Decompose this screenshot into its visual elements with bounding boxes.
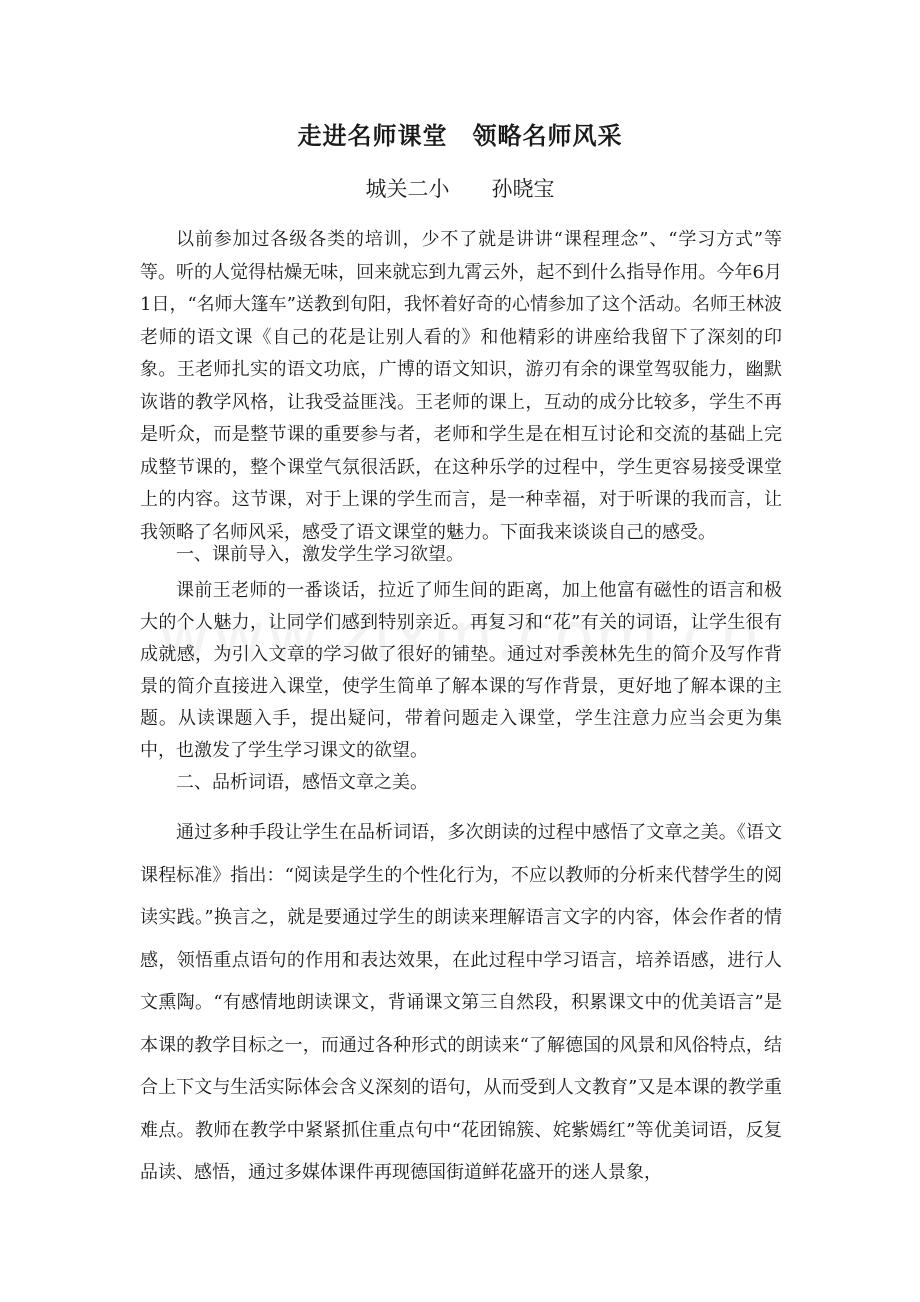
author-line: 城关二小 孙晓宝: [365, 177, 555, 201]
document-title: 走进名师课堂 领略名师风采: [297, 121, 623, 150]
body-paragraph-section-2: 通过多种手段让学生在品析词语，多次朗读的过程中感悟了文章之美。《语文课程标准》指出：“阅读是学生的个性化行为，不应以教师的分析来代替学生的阅读实践。”换言之，就是要通过学生的朗读来理解语言文字的内容，体会作者的情感，领悟重点语句的作用和表达效果，在此过程中学习语言，培养语感，进行人文熏陶。“有感情地朗读课文，背诵课文第三自然段，积累课文中的优美语言”是本课的教学目标之一，而通过各种形式的朗读来“了解德国的风景和风俗特点，结合上下文与生活实际体会含义深刻的语句，从而受到人文教育”又是本课的教学重难点。教师在教学中紧紧抓住重点句中“花团锦簇、姹紫嫣红”等优美词语，反复品读、感悟，通过多媒体课件再现德国街道鲜花盛开的迷人景象，: [140, 822, 782, 1183]
section-heading-2: 二、品析词语，感悟文章之美。: [176, 772, 428, 793]
section-heading-1: 一、课前导入，激发学生学习欲望。: [176, 544, 464, 565]
body-paragraph-section-1: 课前王老师的一番谈话，拉近了师生间的距离，加上他富有磁性的语言和极大的个人魅力，让同学们感到特别亲近。再复习和“花”有关的词语，让学生很有成就感，为引入文章的学习做了很好的铺垫。通过对季羡林先生的简介及写作背景的简介直接进入课堂，使学生简单了解本课的写作背景，更好地了解本课的主题。从读课题入手，提出疑问，带着问题走入课堂，学生注意力应当会更为集中，也激发了学生学习课文的欲望。: [140, 580, 782, 761]
body-paragraph-intro: 以前参加过各级各类的培训，少不了就是讲讲“课程理念”、“学习方式”等等。听的人觉得枯燥无味，回来就忘到九霄云外，起不到什么指导作用。今年6月1日，“名师大篷车”送教到旬阳，我怀着好奇的心情参加了这个活动。名师王林波老师的语文课《自己的花是让别人看的》和他精彩的讲座给我留下了深刻的印象。王老师扎实的语文功底，广博的语文知识，游刃有余的课堂驾驭能力，幽默诙谐的教学风格，让我受益匪浅。王老师的课上，互动的成分比较多，学生不再是听众，而是整节课的重要参与者，老师和学生是在相互讨论和交流的基础上完成整节课的，整个课堂气氛很活跃，在这种乐学的过程中，学生更容易接受课堂上的内容。这节课，对于上课的学生而言，是一种幸福，对于听课的我而言，让我领略了名师风采，感受了语文课堂的魅力。下面我来谈谈自己的感受。: [140, 229, 782, 543]
